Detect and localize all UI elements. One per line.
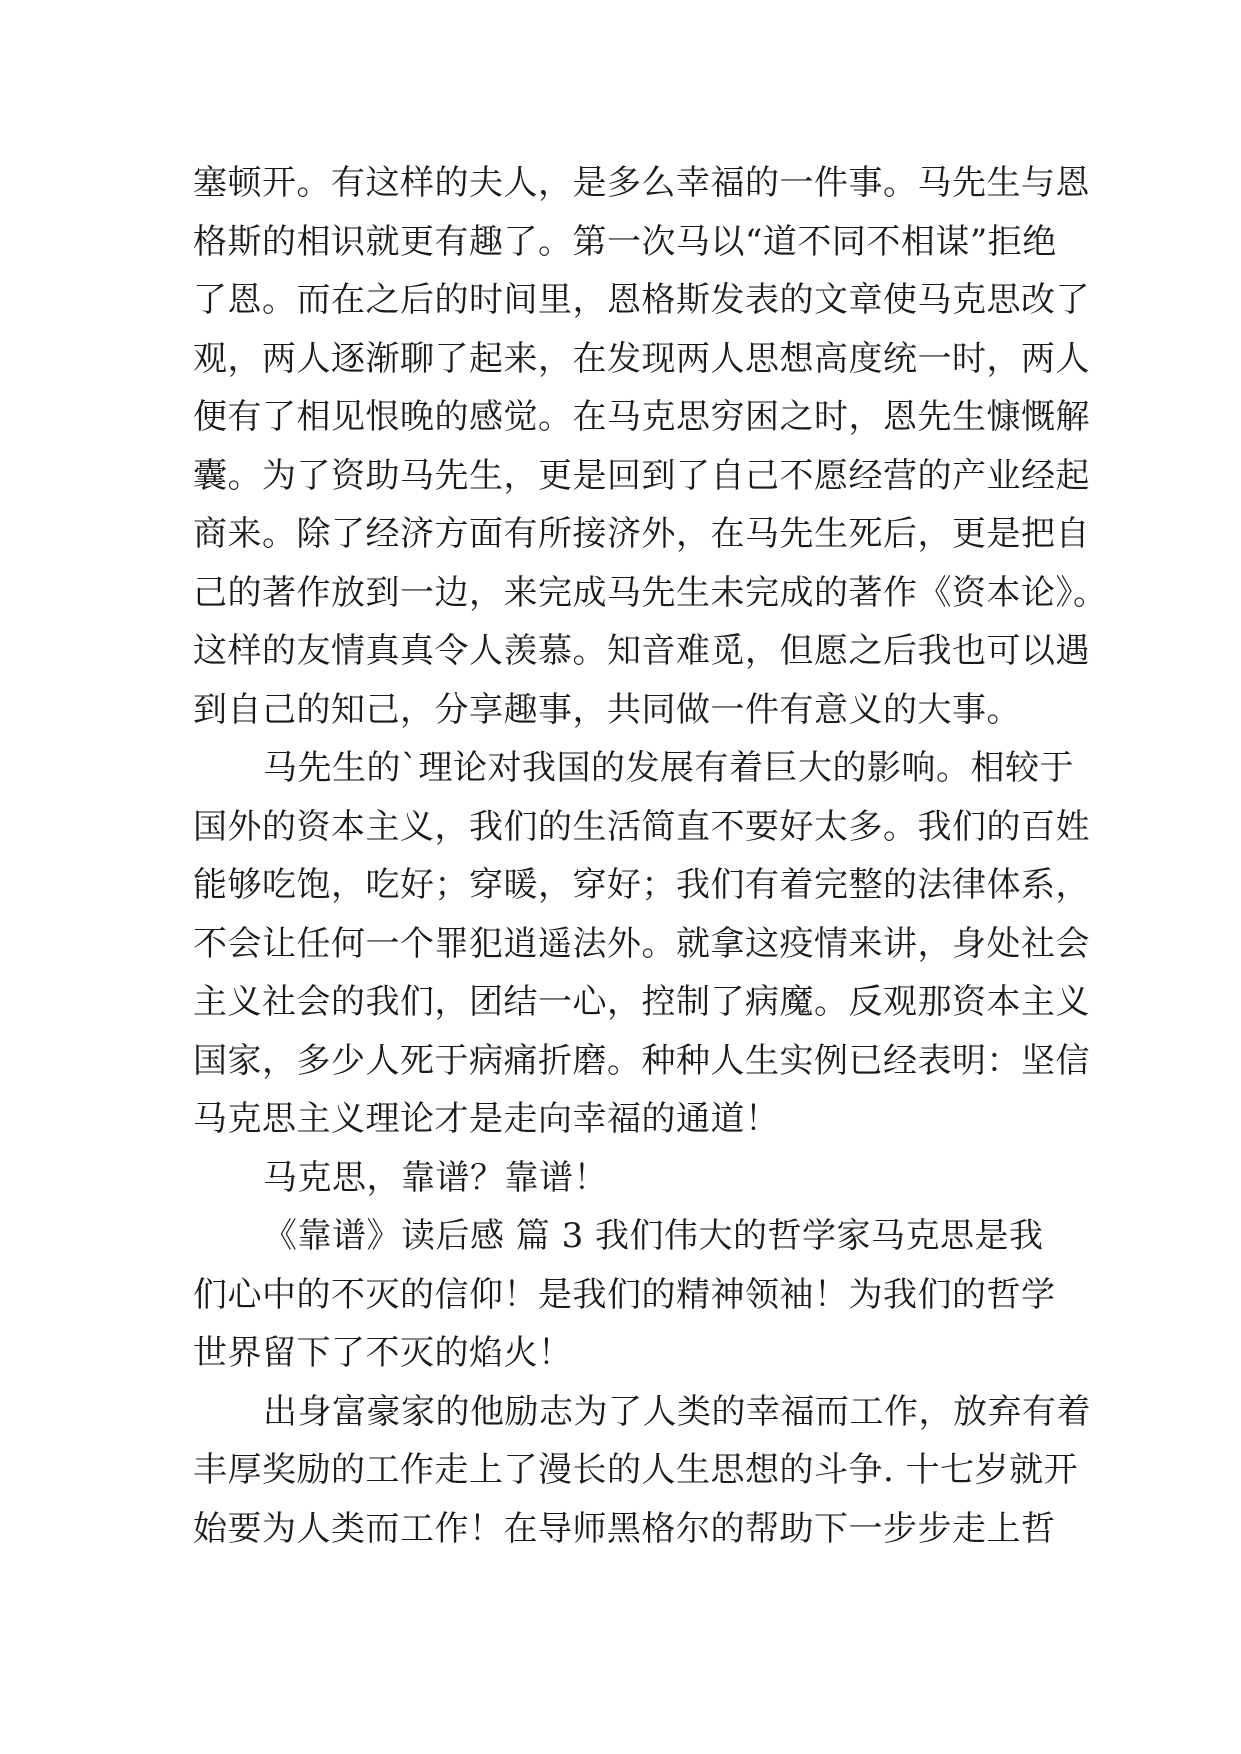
text-line: 始要为人类而工作！在导师黑格尔的帮助下一步步走上哲 bbox=[193, 1508, 1056, 1549]
text-line: 马克思主义理论才是走向幸福的通道！ bbox=[193, 1099, 780, 1139]
text-line: 到自己的知己，分享趣事，共同做一件有意义的大事。 bbox=[193, 689, 1021, 730]
text-line: 塞顿开。有这样的夫人，是多么幸福的一件事。马先生与恩 bbox=[193, 163, 1090, 203]
paragraph-start-line: 马克思，靠谱？靠谱！ bbox=[263, 1157, 608, 1198]
text-line: 观，两人逐渐聊了起来，在发现两人思想高度统一时，两人 bbox=[193, 338, 1090, 379]
section-heading-line: 《靠谱》读后感 篇 3 我们伟大的哲学家马克思是我 bbox=[263, 1216, 1044, 1256]
text-line: 丰厚奖励的工作走上了漫长的人生思想的斗争. 十七岁就开 bbox=[193, 1450, 1079, 1490]
text-line: 不会让任何一个罪犯逍遥法外。就拿这疫情来讲，身处社会 bbox=[193, 923, 1090, 964]
document-body bbox=[193, 154, 1108, 1558]
paragraph-start-line: 出身富豪家的他励志为了人类的幸福而工作，放弃有着 bbox=[263, 1391, 1091, 1432]
text-line: 能够吃饱，吃好；穿暖，穿好；我们有着完整的法律体系， bbox=[193, 865, 1090, 905]
text-line: 囊。为了资助马先生，更是回到了自己不愿经营的产业经起 bbox=[193, 455, 1090, 496]
text-line: 国外的资本主义，我们的生活简直不要好太多。我们的百姓 bbox=[193, 806, 1090, 847]
text-line: 格斯的相识就更有趣了。第一次马以“道不同不相谋”拒绝 bbox=[193, 221, 1057, 262]
paragraph-start-line: 马先生的`理论对我国的发展有着巨大的影响。相较于 bbox=[263, 748, 1074, 788]
text-line: 己的著作放到一边，来完成马先生未完成的著作《资本论》。 bbox=[193, 572, 1108, 613]
text-line: 商来。除了经济方面有所接济外，在马先生死后，更是把自 bbox=[193, 514, 1090, 554]
text-line: 国家，多少人死于病痛折磨。种种人生实例已经表明：坚信 bbox=[193, 1040, 1090, 1081]
text-line: 这样的友情真真令人羡慕。知音难觅，但愿之后我也可以遇 bbox=[193, 631, 1090, 671]
text-line: 们心中的不灭的信仰！是我们的精神领袖！为我们的哲学 bbox=[193, 1274, 1056, 1315]
text-line: 世界留下了不灭的焰火！ bbox=[193, 1333, 573, 1373]
text-line: 了恩。而在之后的时间里，恩格斯发表的文章使马克思改了 bbox=[193, 280, 1090, 320]
text-line: 主义社会的我们，团结一心，控制了病魔。反观那资本主义 bbox=[193, 982, 1090, 1022]
text-line: 便有了相见恨晚的感觉。在马克思穷困之时，恩先生慷慨解 bbox=[193, 397, 1090, 437]
